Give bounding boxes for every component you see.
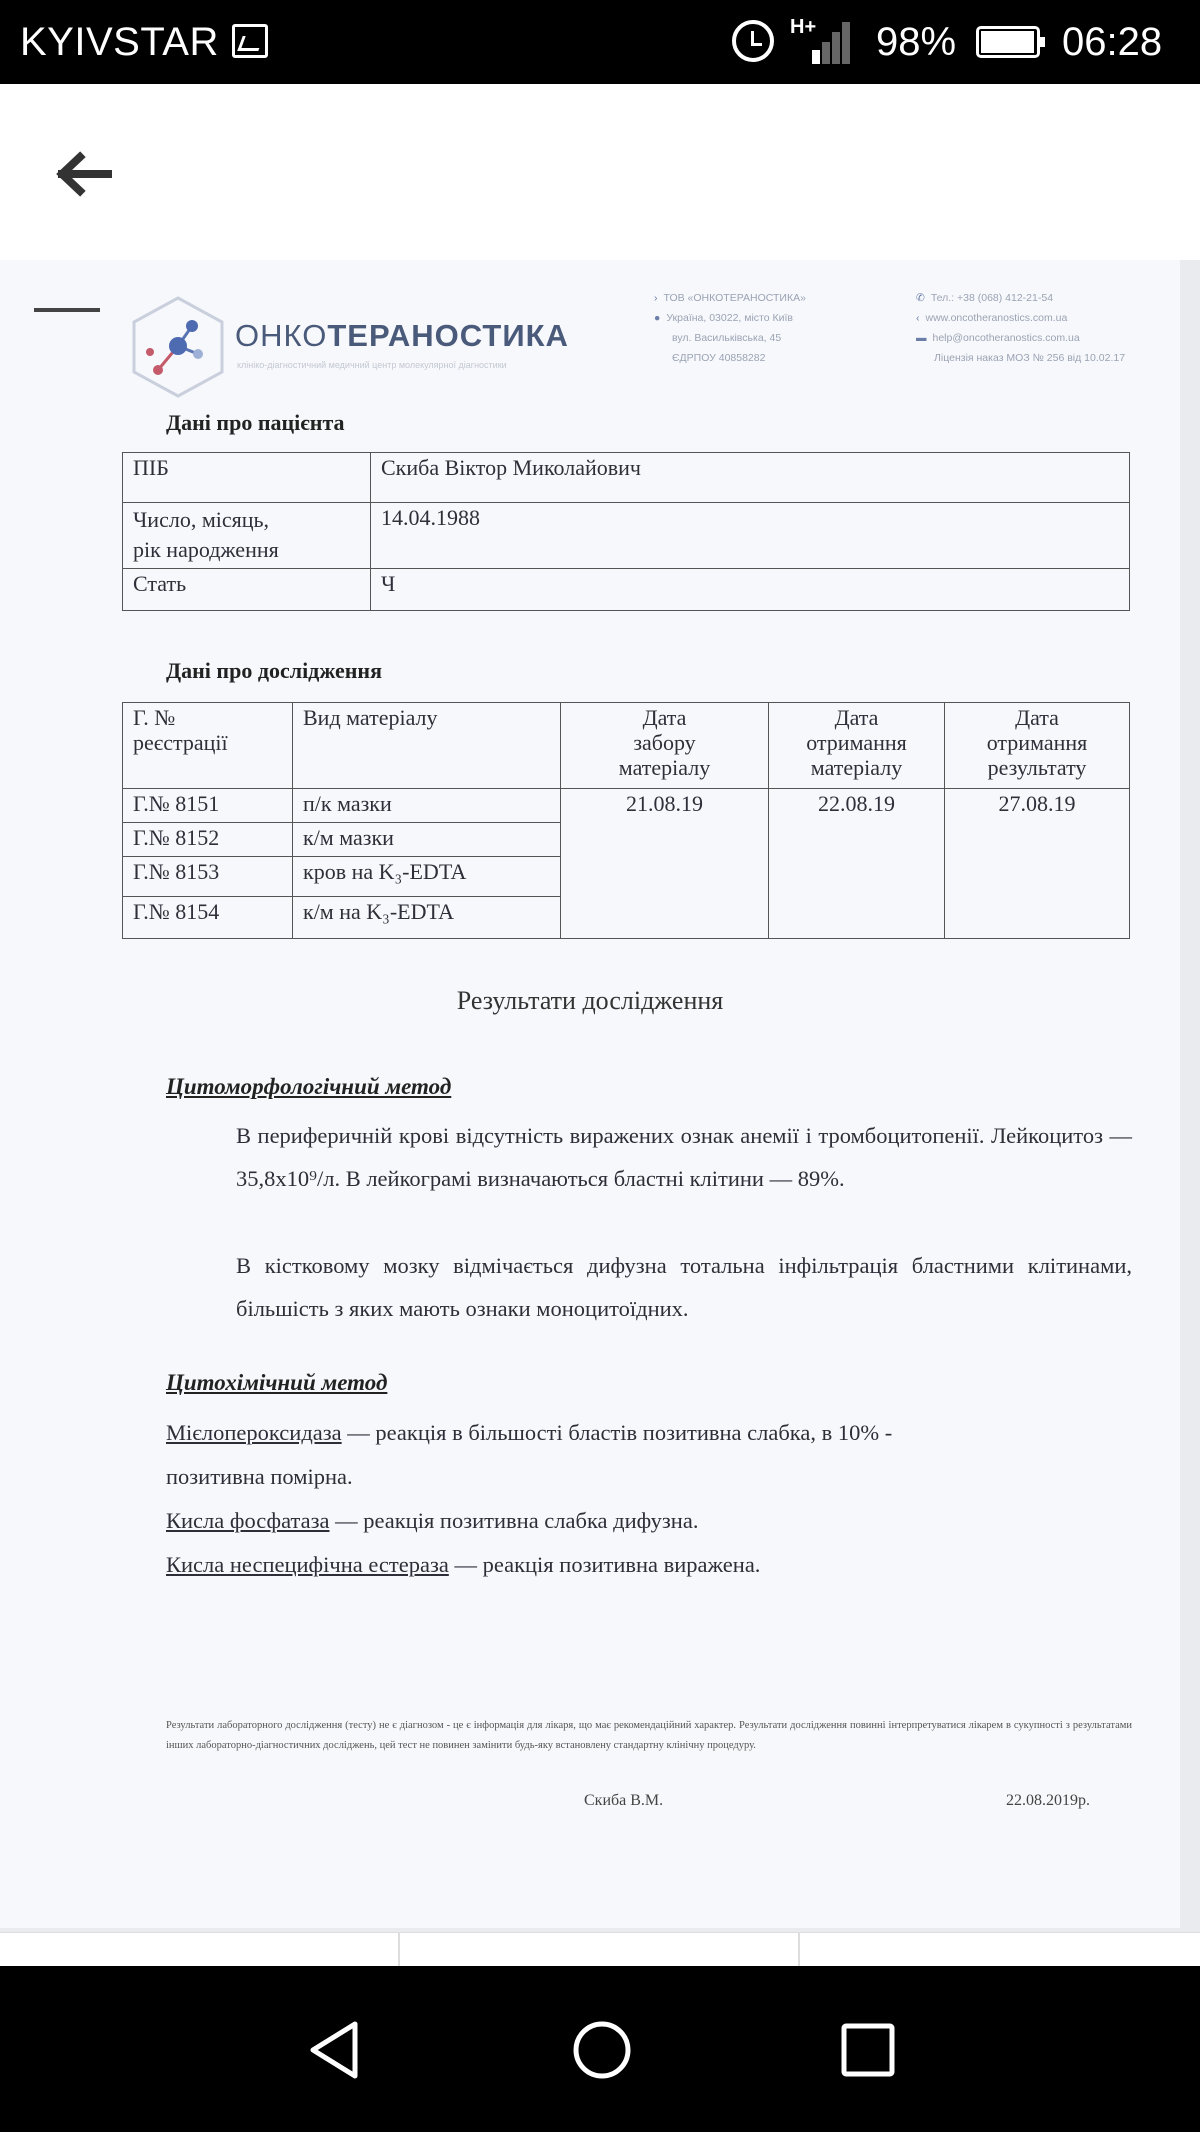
navigation-bar [0, 1966, 1200, 2132]
circle-home-icon[interactable] [562, 2010, 642, 2090]
method-title: Цитохімічний метод [166, 1370, 388, 1395]
square-recents-icon[interactable] [828, 2010, 908, 2090]
scan-mark [34, 308, 100, 312]
table-cell: Г.№ 8152 [123, 823, 293, 857]
alarm-icon [732, 20, 774, 62]
document-viewer[interactable] [0, 260, 1200, 1932]
table-row [123, 503, 1130, 569]
study-section-title: Дані про дослідження [166, 658, 382, 683]
table-cell: Число, місяць, рік народження [123, 503, 371, 569]
chevron-icon: › [654, 292, 658, 304]
viewer-bottom-strip [0, 1932, 1200, 1966]
table-cell: Стать [123, 569, 371, 611]
mail-icon: ▬ [916, 332, 927, 344]
table-header-cell: Дата отримання матеріалу [769, 703, 945, 789]
share-icon: ‹ [916, 312, 920, 324]
study-table [122, 702, 1130, 939]
result-line: Кисла неспецифічна естераза — реакція позитивна виражена. [166, 1552, 761, 1577]
table-cell: Скиба Віктор Миколайович [371, 453, 1130, 503]
table-header-cell: Дата забору матеріалу [561, 703, 769, 789]
image-notification-icon [232, 24, 268, 58]
result-line: позитивна помірна. [166, 1464, 353, 1489]
patient-table [122, 452, 1130, 611]
table-cell: кров на K₃-EDTA [293, 857, 561, 897]
brand-name: ОНКОТЕРАНОСТИКА [235, 318, 569, 353]
table-header-cell: Г. № реєстрації [123, 703, 293, 789]
back-arrow-icon[interactable] [50, 149, 120, 199]
table-cell: Г.№ 8151 [123, 789, 293, 823]
clock: 06:28 [1062, 20, 1163, 64]
location-pin-icon: ● [654, 312, 661, 324]
signal-icon: H+ [790, 16, 850, 64]
results-title: Результати дослідження [456, 986, 724, 1015]
paragraph: В периферичній крові відсутність виражених ознак анемії і тромбоцитопенії. Лейкоцитоз — 35,8х10⁹/л. В лейкограмі визначаються бластні клітини — 89%. [236, 1123, 1132, 1191]
table-cell: 27.08.19 [945, 789, 1130, 939]
table-cell: 21.08.19 [561, 789, 769, 939]
company-logo [122, 292, 234, 402]
table-cell: к/м на K₃-EDTA [293, 897, 561, 939]
table-cell: к/м мазки [293, 823, 561, 857]
battery-icon [976, 26, 1040, 58]
signer-name: Скиба В.М. [584, 1792, 664, 1809]
patient-section-title: Дані про пацієнта [166, 410, 345, 435]
signature-date: 22.08.2019р. [1006, 1792, 1090, 1809]
result-line: Кисла фосфатаза — реакція позитивна слабка дифузна. [166, 1508, 699, 1533]
method-title: Цитоморфологічний метод [166, 1074, 452, 1099]
table-cell: п/к мазки [293, 789, 561, 823]
company-address-block: › ТОВ «ОНКОТЕРАНОСТИКА» ● Україна, 03022, місто Київ вул. Васильківська, 45 ЄДРПОУ 40858282 [654, 292, 806, 364]
table-header-cell: Вид матеріалу [293, 703, 561, 789]
table-cell: 22.08.19 [769, 789, 945, 939]
triangle-back-icon[interactable] [295, 2010, 375, 2090]
company-contacts-block: ✆ Тел.: +38 (068) 412-21-54 ‹ www.oncotheranostics.com.ua ▬ help@oncotheranostics.com.ua Ліцензія наказ МОЗ № 256 від 10.02.17 [916, 292, 1126, 364]
battery-percent: 98% [876, 20, 957, 64]
table-cell: Г.№ 8154 [123, 897, 293, 939]
brand-tagline: клініко-діагностичний медичний центр молекулярної діагностики [237, 360, 507, 370]
phone-icon: ✆ [916, 292, 925, 304]
disclaimer: Результати лабораторного дослідження (тесту) не є діагнозом - це є інформація для лікаря, що має рекомендаційний характер. Результати дослідження повинні інтерпретуватися лікарем в сукупності з результатами інших лабораторно-діагностичних досліджень, цей тест не повинен замінити будь-яку встановлену стандартну клінічну процедуру. [166, 1720, 1132, 1751]
table-cell: Г.№ 8153 [123, 857, 293, 897]
result-line: Мієлопероксидаза — реакція в більшості бластів позитивна слабка, в 10% - [166, 1420, 893, 1445]
table-header-row [123, 703, 1130, 789]
table-row [123, 789, 1130, 823]
document-page [0, 260, 1180, 1928]
status-bar [0, 0, 1200, 84]
table-header-cell: Дата отримання результату [945, 703, 1130, 789]
table-cell: Ч [371, 569, 1130, 611]
table-row [123, 569, 1130, 611]
paragraph: В кістковому мозку відмічається дифузна тотальна інфільтрація бластними клітинами, більшість з яких мають ознаки моноцитоїдних. [236, 1253, 1132, 1321]
carrier-name: KYIVSTAR [20, 20, 219, 64]
app-bar [0, 84, 1200, 260]
table-row [123, 453, 1130, 503]
table-cell: ПІБ [123, 453, 371, 503]
table-cell: 14.04.1988 [371, 503, 1130, 569]
